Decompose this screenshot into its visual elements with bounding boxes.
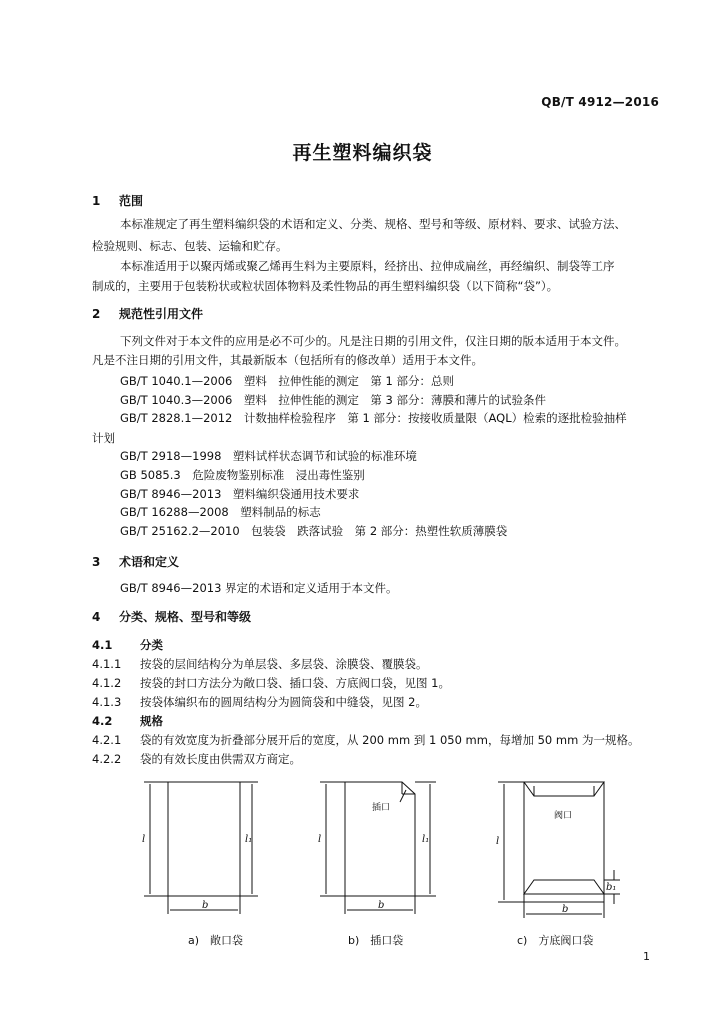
dimension-label: l — [142, 834, 146, 845]
paragraph-line: 本标准规定了再生塑料编织袋的术语和定义、分类、规格、型号和等级、原材料、要求、试验方法、 — [120, 217, 626, 231]
reference-item: GB/T 16288—2008 塑料制品的标志 — [120, 505, 321, 519]
clause-text: 袋的有效宽度为折叠部分展开后的宽度，从 200 mm 到 1 050 mm，每增加 50 mm 为一规格。 — [140, 733, 640, 747]
paragraph-line: 下列文件对于本文件的应用是必不可少的。凡是注日期的引用文件，仅注日期的版本适用于本文件。 — [120, 334, 626, 348]
reference-item: GB 5085.3 危险废物鉴别标准 浸出毒性鉴别 — [120, 468, 365, 482]
clause-number: 4.1.3 — [92, 695, 122, 709]
bag-type-figure — [100, 772, 640, 947]
document-title: 再生塑料编织袋 — [292, 142, 433, 164]
section-number: 2 — [92, 307, 101, 321]
dimension-label: b₁ — [606, 882, 617, 893]
clause-number: 4.2.2 — [92, 752, 122, 766]
section-1-heading — [92, 192, 143, 209]
clause-text: 按袋体编织布的圆周结构分为圆筒袋和中缝袋，见图 2。 — [140, 695, 427, 709]
clause-text: 袋的有效长度由供需双方商定。 — [140, 752, 301, 766]
figure-caption-a: a) 敞口袋 — [188, 934, 244, 947]
reference-item: GB/T 25162.2—2010 包装袋 跌落试验 第 2 部分：热塑性软质薄膜袋 — [120, 524, 508, 538]
clause-number: 4.1 — [92, 638, 113, 652]
clause-4-1-3 — [92, 694, 427, 710]
section-title: 术语和定义 — [119, 555, 180, 569]
clause-number: 4.2 — [92, 714, 113, 728]
clause-text: 分类 — [140, 638, 163, 652]
clause-4-2-2 — [92, 751, 301, 767]
insert-port-bag-drawing — [320, 782, 436, 914]
reference-item: GB/T 2828.1—2012 计数抽样检验程序 第 1 部分：按接收质量限（AQL）检索的逐批检验抽样 — [120, 411, 627, 425]
valve-bag-drawing — [498, 782, 620, 918]
figure-caption-b: b) 插口袋 — [348, 934, 404, 947]
dimension-label: b — [378, 900, 385, 911]
dimension-label: l₁ — [422, 834, 430, 845]
clause-text: 规格 — [140, 714, 163, 728]
paragraph-line: 检验规则、标志、包装、运输和贮存。 — [92, 239, 288, 253]
paragraph-line: 制成的，主要用于包装粉状或粒状固体物料及柔性物品的再生塑料编织袋（以下简称“袋”）。 — [92, 279, 559, 293]
dimension-label: l — [496, 836, 500, 847]
section-number: 1 — [92, 194, 101, 208]
reference-item: GB/T 1040.1—2006 塑料 拉伸性能的测定 第 1 部分：总则 — [120, 374, 454, 388]
valve-port-label: 阀口 — [554, 811, 573, 821]
standard-code: QB/T 4912—2016 — [541, 95, 659, 109]
reference-item: GB/T 2918—1998 塑料试样状态调节和试验的标准环境 — [120, 449, 417, 463]
section-number: 3 — [92, 555, 101, 569]
figure-caption-c: c) 方底阀口袋 — [517, 934, 594, 947]
section-title: 分类、规格、型号和等级 — [119, 610, 252, 624]
page-number: 1 — [643, 950, 650, 963]
dimension-label: b — [562, 904, 569, 915]
clause-number: 4.2.1 — [92, 733, 122, 747]
clause-4-1-2 — [92, 675, 450, 691]
clause-text: 按袋的层间结构分为单层袋、多层袋、涂膜袋、覆膜袋。 — [140, 657, 428, 671]
section-4-heading — [92, 608, 251, 625]
dimension-label: b — [202, 900, 209, 911]
paragraph-line: 凡是不注日期的引用文件，其最新版本（包括所有的修改单）适用于本文件。 — [92, 353, 483, 367]
open-mouth-bag-drawing — [144, 782, 258, 914]
clause-4-2-1 — [92, 732, 639, 748]
clause-4-2 — [92, 713, 163, 729]
reference-item: GB/T 1040.3—2006 塑料 拉伸性能的测定 第 3 部分：薄膜和薄片的试验条件 — [120, 393, 546, 407]
section-number: 4 — [92, 610, 101, 624]
reference-continuation: 计划 — [92, 431, 115, 445]
section-title: 范围 — [119, 194, 144, 208]
section-3-heading — [92, 553, 179, 570]
clause-text: 按袋的封口方法分为敞口袋、插口袋、方底阀口袋，见图 1。 — [140, 676, 450, 690]
section-2-heading — [92, 305, 203, 322]
paragraph-line: GB/T 8946—2013 界定的术语和定义适用于本文件。 — [120, 581, 398, 595]
reference-item: GB/T 8946—2013 塑料编织袋通用技术要求 — [120, 487, 360, 501]
clause-number: 4.1.2 — [92, 676, 122, 690]
paragraph-line: 本标准适用于以聚丙烯或聚乙烯再生料为主要原料，经挤出、拉伸成扁丝，再经编织、制袋等工序 — [120, 259, 615, 273]
insert-port-label: 插口 — [372, 803, 391, 813]
clause-4-1-1 — [92, 656, 428, 672]
dimension-label: l₁ — [245, 834, 253, 845]
dimension-label: l — [318, 834, 322, 845]
section-title: 规范性引用文件 — [119, 307, 204, 321]
clause-number: 4.1.1 — [92, 657, 122, 671]
clause-4-1 — [92, 637, 163, 653]
